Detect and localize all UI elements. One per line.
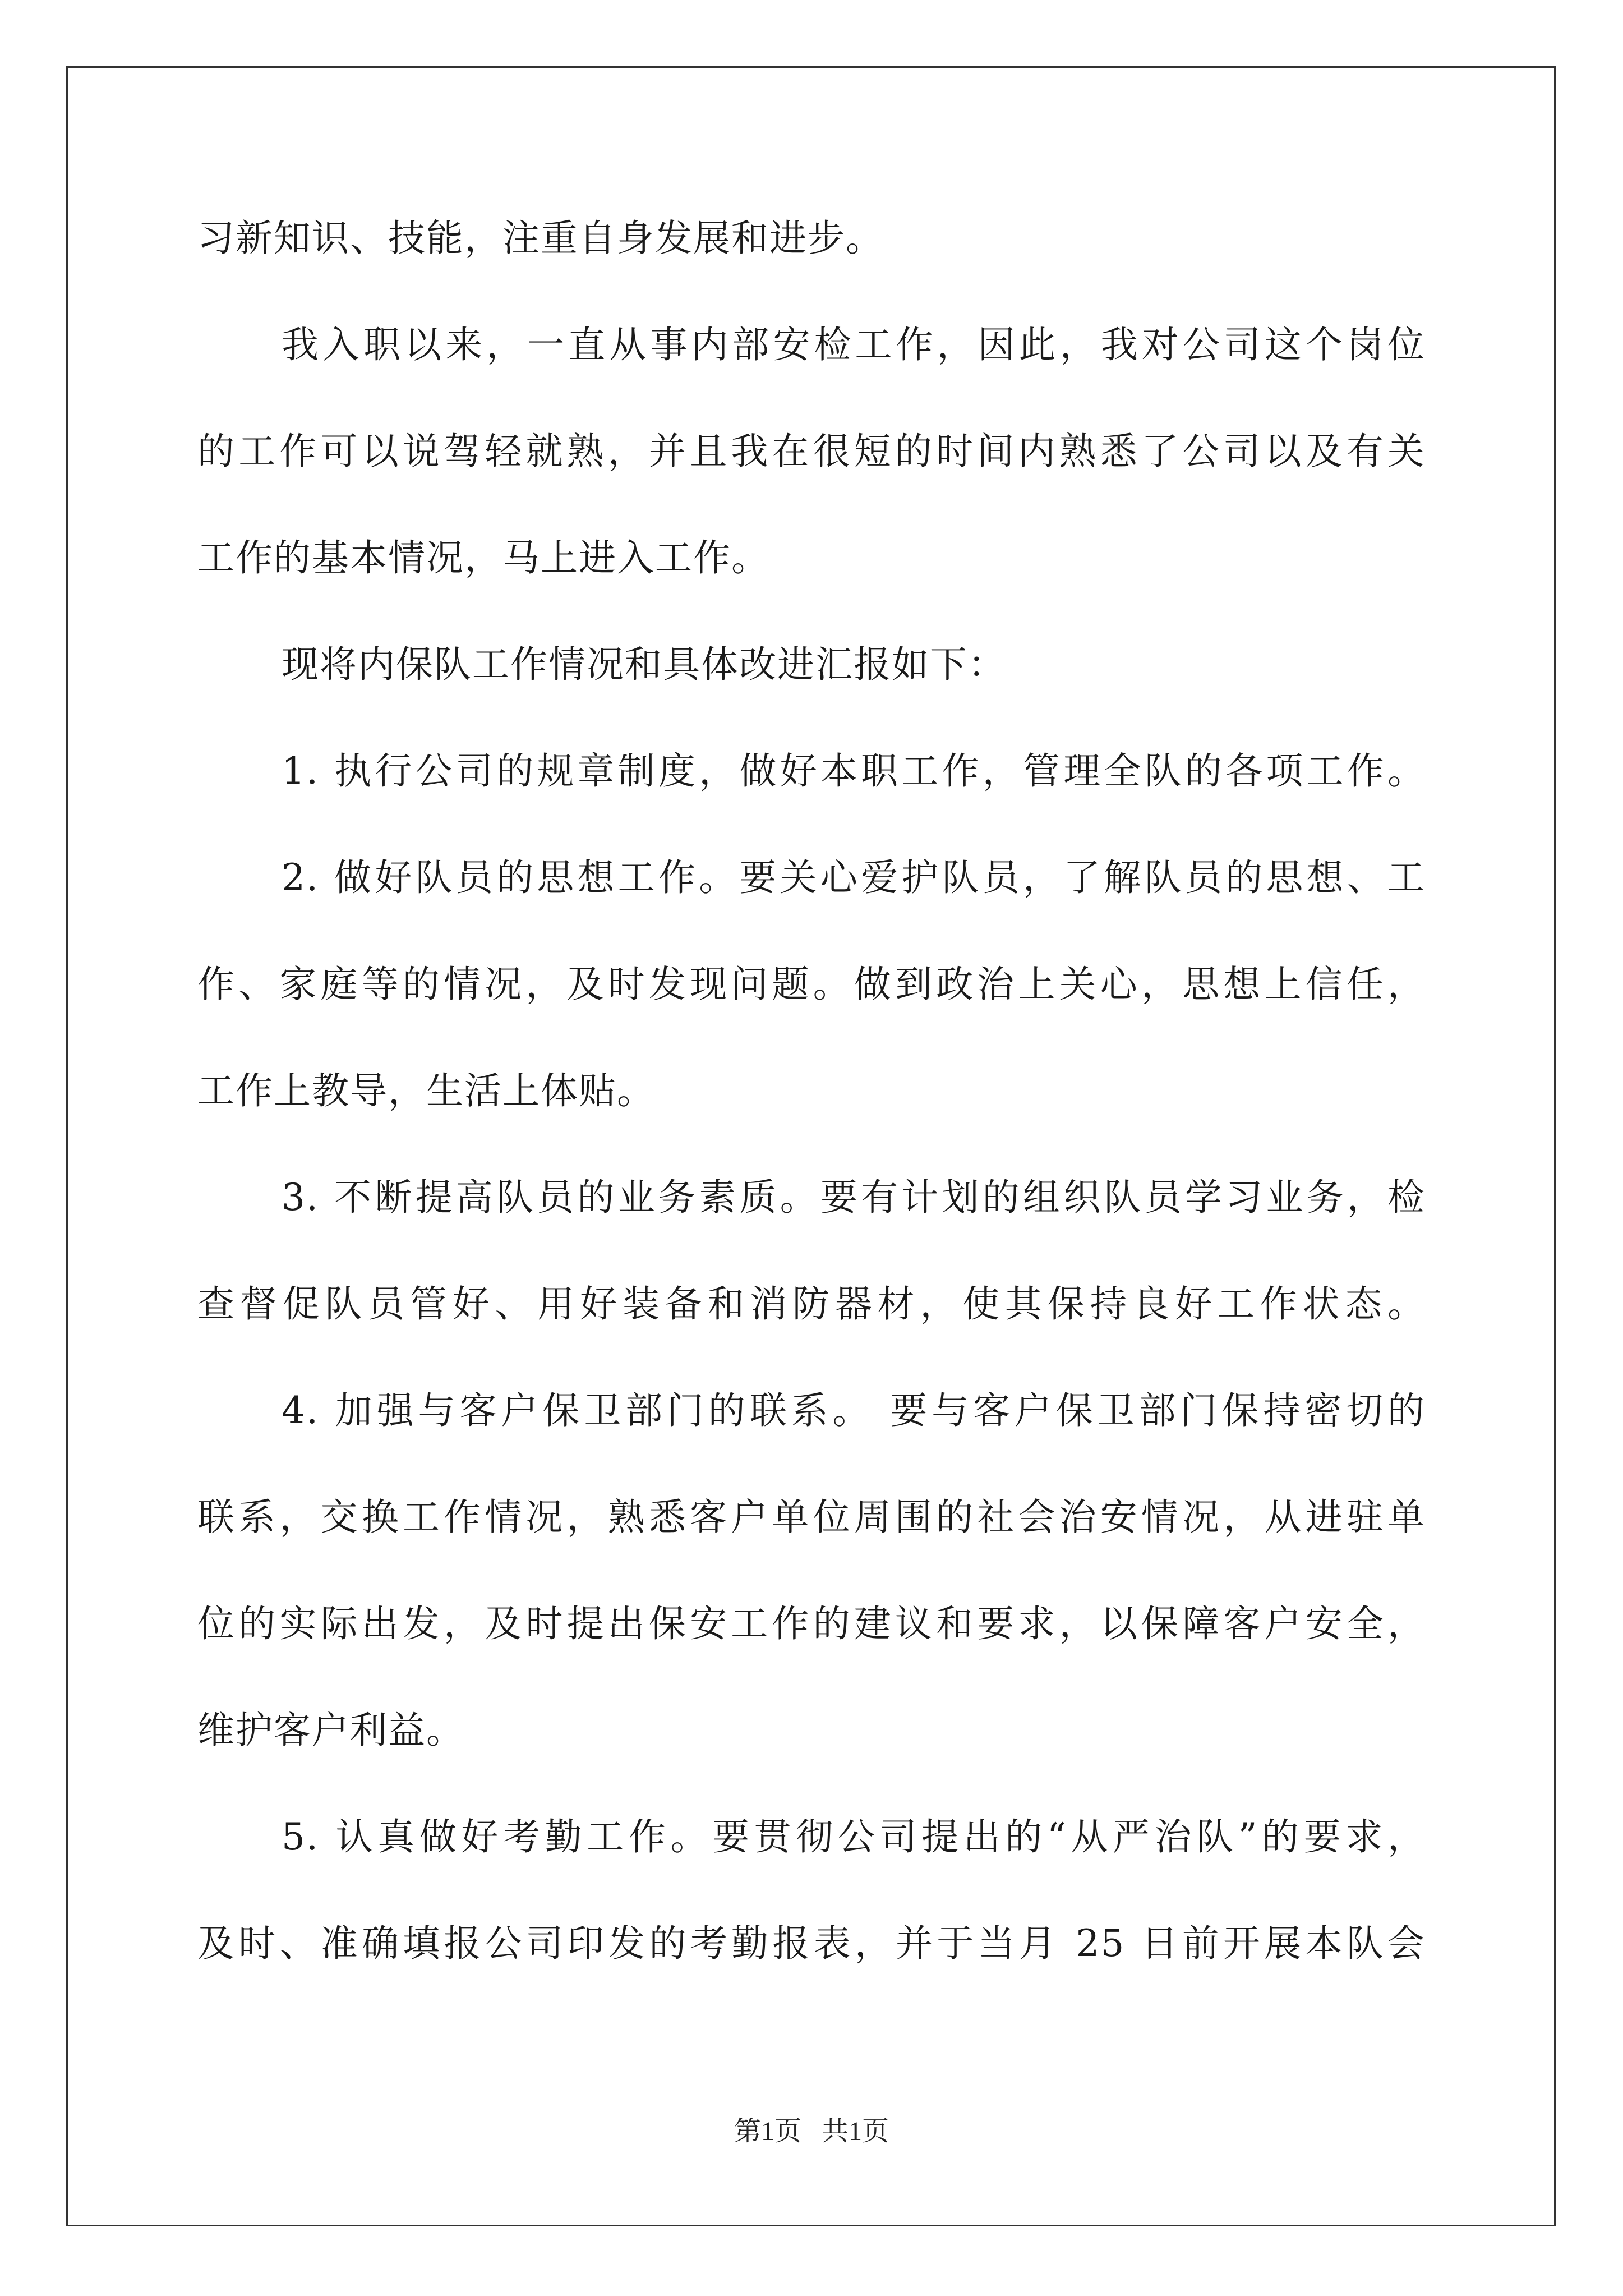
text-line: 及时、准确填报公司印发的考勤报表，并于当月 25 日前开展本队会 — [197, 1922, 1426, 1965]
text-line: 我入职以来，一直从事内部安检工作，因此，我对公司这个岗位 — [282, 323, 1426, 366]
text-line: 5. 认真做好考勤工作。要贯彻公司提出的“从严治队”的要求， — [282, 1815, 1426, 1858]
text-line: 查督促队员管好、用好装备和消防器材，使其保持良好工作状态。 — [197, 1282, 1426, 1326]
text-line: 工作的基本情况，马上进入工作。 — [197, 536, 769, 579]
document-body — [197, 185, 1426, 1997]
text-line: 维护客户利益。 — [197, 1709, 464, 1752]
text-line: 2. 做好队员的思想工作。要关心爱护队员，了解队员的思想、工 — [282, 856, 1426, 899]
text-line: 习新知识、技能，注重自身发展和进步。 — [197, 217, 884, 260]
text-line: 的工作可以说驾轻就熟，并且我在很短的时间内熟悉了公司以及有关 — [197, 430, 1426, 473]
text-line: 1. 执行公司的规章制度，做好本职工作，管理全队的各项工作。 — [282, 749, 1426, 793]
text-line: 工作上教导，生活上体贴。 — [197, 1069, 655, 1112]
text-line: 位的实际出发，及时提出保安工作的建议和要求，以保障客户安全， — [197, 1602, 1426, 1645]
text-line: 现将内保队工作情况和具体改进汇报如下： — [282, 643, 1006, 686]
text-line: 作、家庭等的情况，及时发现问题。做到政治上关心，思想上信任， — [197, 963, 1426, 1006]
text-line: 联系，交换工作情况，熟悉客户单位周围的社会治安情况，从进驻单 — [197, 1496, 1426, 1539]
text-line: 3. 不断提高队员的业务素质。要有计划的组织队员学习业务，检 — [282, 1176, 1426, 1219]
page-footer: 第1页 共1页 — [734, 2116, 889, 2146]
text-line: 4. 加强与客户保卫部门的联系。 要与客户保卫部门保持密切的 — [282, 1389, 1426, 1432]
